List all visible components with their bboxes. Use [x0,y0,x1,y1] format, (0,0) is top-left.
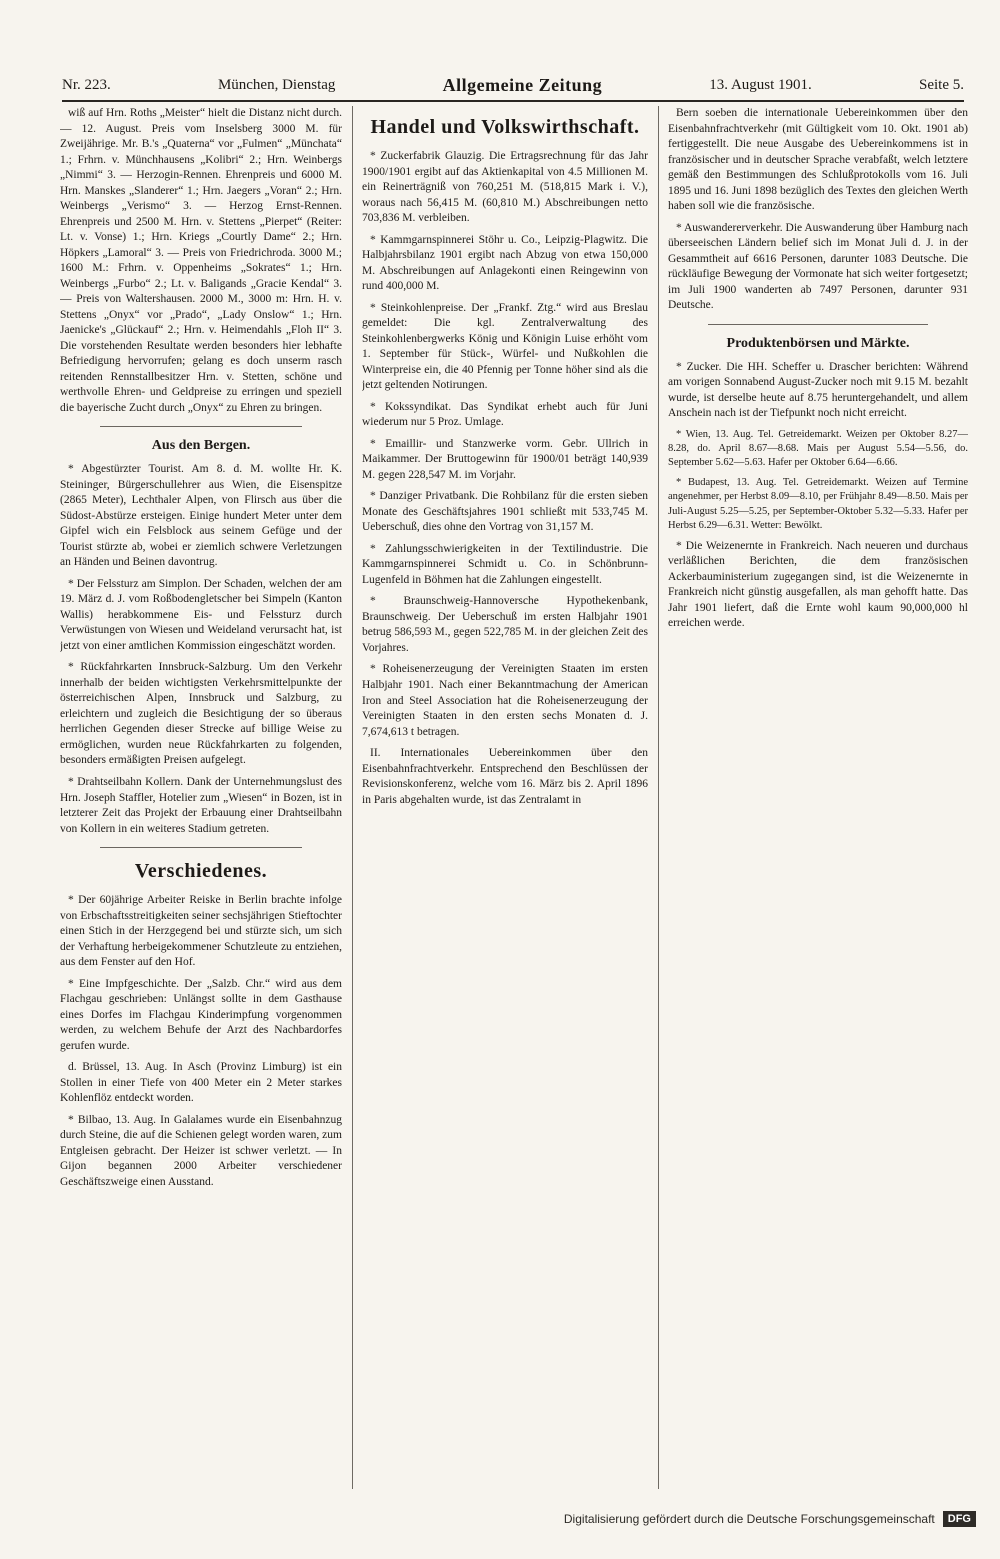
column-right [668,106,968,1489]
col3-paragraph: * Wien, 13. Aug. Tel. Getreidemarkt. Weizen per Oktober 8.27—8.28, do. April 8.67—8.68. Mais per August 5.54—5.56, do. September 5.62—5.63. Hafer per Oktober 6.64—6.66. [668,428,968,468]
section-heading: Aus den Bergen. [151,438,251,454]
col2-paragraph: * Steinkohlenpreise. Der „Frankf. Ztg.“ wird aus Breslau gemeldet: Die kgl. Zentralverwaltung des Steinkohlenbergwerks König und Königin Luise erhöht vom 1. September für Stück-, Würfel- und Nußkohlen die Winterpreise ein, die 40 Pfennig per Tonne höher sind als die jetzt geltenden Notirungen. [362,301,648,392]
col2-paragraph: II. Internationales Uebereinkommen über den Eisenbahnfrachtverkehr. Entsprechend den Beschlüssen der Revisionskonferenz, welche vom 16. März bis 2. April 1896 in Paris abgehalten wurde, ist das Zentralamt in [362,747,648,806]
col1-paragraph: d. Brüssel, 13. Aug. In Asch (Provinz Limburg) ist ein Stollen in einer Tiefe von 400 Meter ein 2 Meter starkes Kohlenflöz entdeckt worden. [60,1061,342,1105]
separator [100,426,302,427]
col2-paragraph: * Roheisenerzeugung der Vereinigten Staaten im ersten Halbjahr 1901. Nach einer Bekanntmachung der American Iron and Steel Association hat die Roheisenerzeugung der Vereinigten Staaten in den ersten sechs Monaten d. J. 7,674,613 t betragen. [362,663,648,738]
column-left [60,106,342,1489]
column-divider-1 [352,106,353,1489]
col3-paragraph: * Budapest, 13. Aug. Tel. Getreidemarkt. Weizen auf Termine angenehmer, per Herbst 8.09—8.10, per Frühjahr 8.49—8.50. Mais per Juli-August 5.25—5.25, per September-Oktober 5.32—5.33. Hafer per Herbst 6.29—6.31. Wetter: Bewölkt. [668,477,968,531]
col3-paragraph: * Zucker. Die HH. Scheffer u. Drascher berichten: Während am vorigen Sonnabend August-Zucker noch mit 9.15 M. bezahlt wurde, ist derselbe heute auf 8.75 heruntergehandelt, und allem Anschein nach ist der Tiefpunkt noch nicht erreicht. [668,360,968,420]
column-divider-2 [658,106,659,1489]
issue-number: Nr. 223. [62,76,111,93]
col3-paragraph: Bern soeben die internationale Uebereinkommen über den Eisenbahnfrachtverkehr (mit Gültigkeit vom 10. Okt. 1901 ab) fertiggestellt. Die neue Ausgabe des Uebereinkommens ist in französischer und in deutscher Sprache verabfaßt, welch letztere gemäß den Bestimmungen des Schlußprotokolls vom 16. Juli 1895 und 16. Juni 1898 bezüglich des Textes den gleichen Werth haben soll wie die französische. [668,107,968,213]
col1-paragraph: * Der 60jährige Arbeiter Reiske in Berlin brachte infolge von Erbschaftsstreitigkeiten seiner sechsjährigen Stieftochter einen Stich in der Herzgegend bei und stürzte sich, um sich der Verhaftung herbeigekommener Schutzleute zu entziehen, aus dem Fenster auf den Hof. [60,894,342,969]
section-heading: Produktenbörsen und Märkte. [726,335,910,351]
col1-paragraph: * Der Felssturz am Simplon. Der Schaden, welchen der am 19. März d. J. vom Roßbodengletscher bei Simpeln (Kanton Wallis) herabkommene Eis- und Felssturz durch Verwüstungen von Wiesen und Weideland verursacht hat, ist jetzt von einer amtlichen Kommission eingeschätzt worden. [60,577,342,652]
dfg-logo: DFG [943,1511,976,1527]
page-header [62,70,964,102]
col3-paragraph: * Auswandererverkehr. Die Auswanderung über Hamburg nach überseeischen Ländern belief sich im Monat Juli d. J. in der Gesammtheit auf 6616 Personen, darunter 1083 Deutsche. Die rückläufige Bewegung der Vormonate hat sich weiter fortgesetzt; im Juli 1900 wanderten ab 7497 Personen, darunter 931 Deutsche. [668,221,968,312]
col2-paragraph: * Zahlungsschwierigkeiten in der Textilindustrie. Die Kammgarnspinnerei Schmidt u. Co. in Schönbrunn-Lugenfeld in Böhmen hat die Zahlungen eingestellt. [362,542,648,586]
col3-paragraph: * Die Weizenernte in Frankreich. Nach neueren und durchaus verläßlichen Berichten, die dem französischen Ackerbauministerium zugegangen sind, ist die Weizenernte in Frankreich nicht günstig ausgefallen, als man gehofft hatte. Das Jahr 1901 liefert, daß die Ernte wohl kaum 90,000,000 hl erreichen werde. [668,539,968,630]
col1-paragraph: * Abgestürzter Tourist. Am 8. d. M. wollte Hr. K. Steininger, Bürgerschullehrer aus Wien, die Eisenspitze (2865 Meter), Lechthaler Alpen, von Flirsch aus über die Südost-Abstürze ersteigen. Einige hundert Meter unter dem Gipfel wich ein Felsblock aus seinem Gefüge und der Tourist stürzte ab, wobei er ziemlich schwere Verletzungen an Händen und Beinen davontrug. [60,463,342,569]
newspaper-title: Allgemeine Zeitung [442,74,603,95]
separator [100,847,302,848]
col2-paragraph: * Braunschweig-Hannoversche Hypothekenbank, Braunschweig. Der Ueberschuß im ersten Halbjahr 1901 betrug 586,593 M., gegen 522,785 M. in der gleichen Zeit des Vorjahres. [362,595,648,654]
col2-paragraph: * Emaillir- und Stanzwerke vorm. Gebr. Ullrich in Maikammer. Der Bruttogewinn für 1900/01 beträgt 140,939 M. gegen 228,547 M. im Vorjahr. [362,437,648,481]
section-heading: Verschiedenes. [134,860,268,883]
col1-paragraph: * Eine Impfgeschichte. Der „Salzb. Chr.“ wird aus dem Flachgau geschrieben: Unlängst sollte in dem Gasthause eines Dorfes im Flachgau Kinderimpfung vorgenommen werden, zu welchem Behufe der Arzt des Nachbardorfes gerufen wurde. [60,977,342,1052]
col1-paragraph: * Drahtseilbahn Kollern. Dank der Unternehmungslust des Hrn. Joseph Staffler, Hotelier zum „Wiesen“ in Bozen, ist in letzterer Zeit das Projekt der Erbauung einer Drahtseilbahn von Kollern in ein weiteres Stadium getreten. [60,776,342,835]
funding-note: Digitalisierung gefördert durch die Deutsche Forschungsgemeinschaft [563,1512,935,1526]
col2-paragraph: * Zuckerfabrik Glauzig. Die Ertragsrechnung für das Jahr 1900/1901 ergibt auf das Aktienkapital von 4.5 Millionen M. ein Reinerträgniß von 760,251 M. (518,815 Mark i. V.), woraus nach 56,415 M. (60,810 M.) Abschreibungen netto 703,836 M. verbleiben. [362,150,648,225]
city-day: München, Dienstag [217,76,336,93]
col1-paragraph: wiß auf Hrn. Roths „Meister“ hielt die Distanz nicht durch. — 12. August. Preis vom Inselsberg 3000 M. für Zweijährige. Mr. B.'s „Quaterna“ vor „Fulmen“ „Münchata“ 1.; Frhrn. v. Münchhausens „Kolibri“ 2.; Hrn. Weinbergs „Nimmi“ 3. — Herzogin-Rennen. Ehrenpreis und 6000 M. Hrn. Manskes „Slanderer“ 1.; Hrn. Jaegers „Voran“ 2.; Hrn. Weinbergs „Verismo“ 3. — Herzog Ernst-Rennen. Ehrenpreis und 2500 M. Hrn. v. Stettens „Pierpet“ (Reiter: Lt. v. Vonse) 1.; Hrn. Kriegs „Courtly Dame“ 2.; Hrn. Höpkers „Lamoral“ 3. — Preis von Friedrichroda. 3000 M.; 1600 M.: Frhrn. v. Oppenheims „Sokrates“ 1.; Hrn. Weinbergs „Furbo“ 2.; Lt. v. Baligands „Gracie Kendal“ 3. — Preis von Waltershausen. 2000 M., 3000 m: Hrn. H. v. Stettens „Onyx“ vor „Prado“, „Lady Onslow“ 1.; Hrn. Jaenicke's „Glückauf“ 2.; Hrn. v. Heimendahls „Floh II“ 3. Die vorstehenden Resultate werden besonders hier lebhafte Befriedigung hervorrufen; gelang es doch unserm rasch reitenden Rennstallbesitzer Hrn. v. Stetten, schöne und werthvolle Ehren- und Geldpreise zu erringen und speziell die bayerische Zucht durch „Onyx“ zu Ehren zu bringen. [60,107,342,414]
separator [708,324,928,325]
column-middle [362,106,648,1489]
col1-paragraph: * Rückfahrkarten Innsbruck-Salzburg. Um den Verkehr innerhalb der beiden wichtigsten Verkehrsmittelpunkte der österreichischen Alpen, Innsbruck und Salzburg, zu erleichtern und zugleich die Besichtigung der so überaus herrlichen Gegenden dieser Strecke auf billige Weise zu ermöglichen, wurden neue Rückfahrkarten zu folgenden, besonders ermäßigten Preisen aufgelegt. [60,661,342,767]
col1-paragraph: * Bilbao, 13. Aug. In Galalames wurde ein Eisenbahnzug durch Steine, die auf die Schienen gelegt worden waren, zum Entgleisen gebracht. Der Heizer ist schwer verletzt. — In Gijon begannen 2000 Arbeiter verschiedener Geschäftszweige einen Ausstand. [60,1113,342,1188]
section-heading: Handel und Volkswirthschaft. [370,116,640,138]
page-number: Seite 5. [919,76,964,93]
digitization-footer [0,1503,1000,1535]
col2-paragraph: * Danziger Privatbank. Die Rohbilanz für die ersten sieben Monate des Geschäftsjahres 1901 schließt mit 533,745 M. Ueberschuß, dies ohne den Vortrag von 31,157 M. [362,490,648,534]
col2-paragraph: * Kammgarnspinnerei Stöhr u. Co., Leipzig-Plagwitz. Die Halbjahrsbilanz 1901 ergibt nach Abzug von etwa 150,000 M. Abschreibungen auf Anlagekonti einen Reingewinn von rund 400,000 M. [362,233,648,293]
col2-paragraph: * Kokssyndikat. Das Syndikat erhebt auch für Juni wiederum nur 5 Proz. Umlage. [362,400,648,429]
issue-date: 13. August 1901. [709,76,812,93]
